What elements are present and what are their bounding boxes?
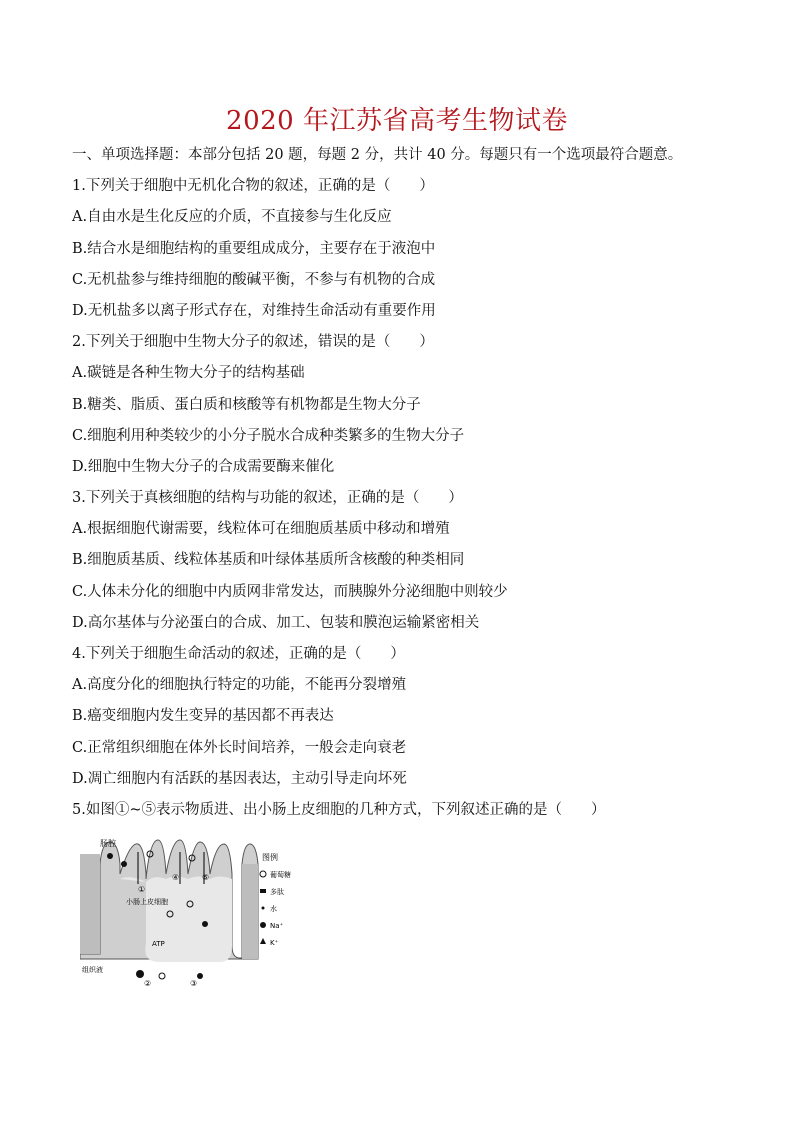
- question-2-option-c: C.细胞利用种类较少的小分子脱水合成种类繁多的生物大分子: [72, 427, 465, 444]
- neighbor-cell-right: [242, 864, 258, 959]
- page-title: 2020 年江苏省高考生物试卷: [226, 106, 568, 136]
- question-3-option-d: D.高尔基体与分泌蛋白的合成、加工、包装和膜泡运输紧密相关: [72, 614, 480, 631]
- legend-water: 水: [270, 905, 277, 913]
- legend-glucose: 葡萄糖: [270, 871, 291, 879]
- section-heading: 一、单项选择题：本部分包括 20 题，每题 2 分，共计 40 分。每题只有一个选项最符合题意。: [72, 147, 683, 163]
- question-3-stem: 3.下列关于真核细胞的结构与功能的叙述，正确的是（ ）: [72, 490, 463, 507]
- legend-water-icon: [262, 907, 265, 910]
- molecule-glucose: [107, 853, 113, 859]
- marker-3: ③: [190, 979, 198, 988]
- question-1-option-a: A.自由水是生化反应的介质，不直接参与生化反应: [72, 209, 392, 226]
- marker-5: ⑤: [202, 873, 210, 882]
- question-1-option-b: B.结合水是细胞结构的重要组成成分，主要存在于液泡中: [72, 240, 436, 257]
- legend-k-icon: [260, 938, 266, 944]
- neighbor-cell-left: [80, 854, 100, 954]
- molecule-glucose: [136, 970, 144, 978]
- marker-1: ①: [138, 885, 146, 894]
- molecule-water: [159, 973, 165, 979]
- question-4-option-c: C.正常组织细胞在体外长时间培养，一般会走向衰老: [72, 739, 407, 756]
- molecule-glucose: [202, 921, 208, 927]
- question-1-option-d: D.无机盐多以离子形式存在，对维持生命活动有重要作用: [72, 302, 436, 319]
- question-2-option-b: B.糖类、脂质、蛋白质和核酸等有机物都是生物大分子: [72, 396, 421, 413]
- legend-k: K⁺: [270, 939, 279, 947]
- molecule-glucose: [197, 973, 203, 979]
- tissue-label: 组织液: [82, 966, 103, 974]
- question-3-option-a: A.根据细胞代谢需要，线粒体可在细胞质基质中移动和增殖: [72, 521, 450, 538]
- atp-label: ATP: [152, 940, 165, 948]
- legend-na-icon: [260, 922, 266, 928]
- question-4-option-d: D.凋亡细胞内有活跃的基因表达，主动引导走向坏死: [72, 770, 407, 787]
- cell-label: 小肠上皮细胞: [126, 898, 168, 906]
- question-1-stem: 1.下列关于细胞中无机化合物的叙述，正确的是（ ）: [72, 178, 434, 195]
- intestinal-cell-figure: [80, 834, 320, 994]
- question-3-option-b: B.细胞质基质、线粒体基质和叶绿体基质所含核酸的种类相同: [72, 552, 465, 569]
- legend-peptide: 多肽: [270, 888, 284, 896]
- question-1-option-c: C.无机盐参与维持细胞的酸碱平衡，不参与有机物的合成: [72, 271, 436, 288]
- question-4-stem: 4.下列关于细胞生命活动的叙述，正确的是（ ）: [72, 646, 405, 662]
- marker-2: ②: [144, 979, 152, 988]
- question-body: [72, 140, 772, 826]
- question-4-option-a: A.高度分化的细胞执行特定的功能，不能再分裂增殖: [72, 677, 407, 694]
- question-4-option-b: B.癌变细胞内发生变异的基因都不再表达: [72, 708, 334, 725]
- lumen-label: 肠腔: [100, 839, 116, 848]
- marker-4: ④: [172, 873, 180, 882]
- question-2-option-d: D.细胞中生物大分子的合成需要酶来催化: [72, 458, 335, 475]
- question-2-stem: 2.下列关于细胞中生物大分子的叙述，错误的是（ ）: [72, 334, 434, 351]
- question-2-option-a: A.碳链是各种生物大分子的结构基础: [72, 365, 305, 382]
- intestinal-cell-diagram: [80, 834, 320, 994]
- legend-title: 图例: [262, 853, 278, 862]
- question-3-option-c: C.人体未分化的细胞中内质网非常发达，而胰腺外分泌细胞中则较少: [72, 583, 508, 600]
- question-5-stem: 5.如图①~⑤表示物质进、出小肠上皮细胞的几种方式，下列叙述正确的是（ ）: [72, 801, 606, 818]
- legend-na: Na⁺: [270, 922, 284, 930]
- molecule-glucose: [121, 861, 127, 867]
- legend-peptide-icon: [260, 889, 266, 893]
- legend-glucose-icon: [260, 871, 266, 877]
